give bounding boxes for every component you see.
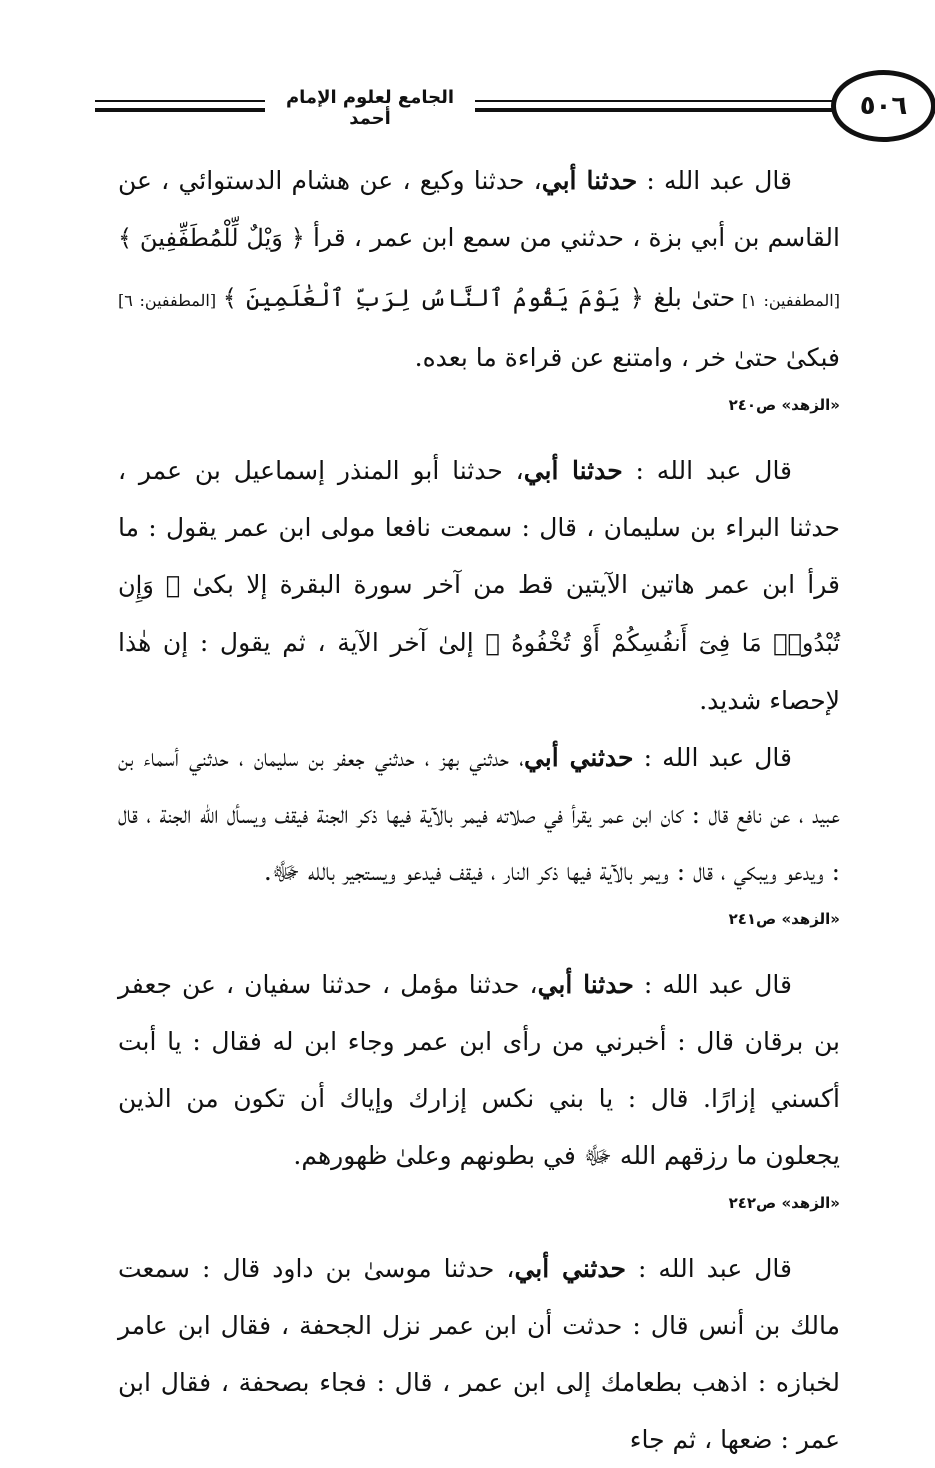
narration-intro: قال عبد الله :: [633, 743, 792, 772]
narration-text: ، حدثنا موسىٰ بن داود قال : سمعت مالك بن أنس قال : حدثت أن ابن عمر نزل الجحفة ، فقال ابن عامر لخبازه : اذهب بطعامك إلى ابن عمر ، قال : فجاء بصحفة ، فقال ابن عمر : ضعها ، ثم جاء: [118, 1254, 840, 1454]
source-citation: «الزهد» ص٢٤٠: [728, 396, 840, 414]
surah-reference: [المطففين: ١]: [735, 291, 840, 310]
narration-intro: قال عبد الله :: [637, 166, 792, 195]
page-body: [118, 152, 840, 1468]
narrator-bold: حدثنا أبي: [523, 456, 623, 485]
source-citation: «الزهد» ص٢٤٢: [728, 1194, 840, 1212]
narrator-bold: حدثنا أبي: [537, 970, 634, 999]
surah-reference: [المطففين: ٦]: [118, 291, 223, 310]
narrator-bold: حدثنا أبي: [541, 166, 638, 195]
paragraph-3: [118, 729, 840, 900]
narration-intro: قال عبد الله :: [625, 1254, 792, 1283]
narration-text: ، حدثنا أبو المنذر إسماعيل بن عمر ، حدثنا البراء بن سليمان ، قال : سمعت نافعا مولى ابن عمر يقول : ما قرأ ابن عمر هاتين الآيتين قط من آخر سورة البقرة إلا بكىٰ: [118, 456, 840, 599]
narrator-bold: حدثني أبي: [523, 743, 634, 772]
paragraph-5: [118, 1240, 840, 1468]
quran-quote: ﴿ وَيْلٌ لِّلْمُطَفِّفِينَ ﴾: [118, 224, 305, 252]
narration-intro: قال عبد الله :: [622, 456, 793, 485]
narration-text: فبكىٰ حتىٰ خر ، وامتنع عن قراءة ما بعده.: [414, 343, 840, 372]
narration-intro: قال عبد الله :: [633, 970, 792, 999]
narration-text: ، حدثني بهز ، حدثني جعفر بن سليمان ، حدثني أسماء بن عبيد ، عن نافع قال : كان ابن عمر يقرأ في صلاته فيمر بالآية فيها ذكر الجنة فيقف ويسأل الله الجنة ، قال : ويدعو ويبكي ، قال : ويمر بالآية فيها ذكر النار ، فيقف فيدعو ويستجير بالله ﷻ.: [118, 743, 840, 886]
page-number-badge: [831, 70, 935, 142]
paragraph-1: [118, 152, 840, 386]
page-number: ٥٠٦: [859, 91, 908, 121]
narration-text: ، حدثنا وكيع ، عن هشام الدستوائي ، عن القاسم بن أبي بزة ، حدثني من سمع ابن عمر ، قرأ: [118, 166, 840, 252]
page-header: [95, 62, 908, 142]
quran-quote: ﴿ يَوْمَ يَقُومُ ٱلنَّاسُ لِرَبِّ ٱلْعَٰلَمِينَ ﴾: [222, 284, 644, 312]
source-citation: «الزهد» ص٢٤١: [728, 910, 840, 928]
narration-text: ، حدثنا مؤمل ، حدثنا سفيان ، عن جعفر بن برقان قال : أخبرني من رأى ابن عمر وجاء ابن له فقال : يا أبت أكسني إزارًا. قال : يا بني نكس إزارك وإياك أن تكون من الذين يجعلون ما رزقهم الله ﷻ في بطونهم وعلىٰ ظهورهم.: [118, 970, 840, 1170]
running-title: الجامع لعلوم الإمام أحمد: [265, 87, 475, 129]
quran-quote: ﴿ وَإِن تُبْدُوا۟ مَا فِىٓ أَنفُسِكُمْ أَوْ تُخْفُوهُ ﴾: [118, 571, 840, 657]
narrator-bold: حدثني أبي: [514, 1254, 626, 1283]
paragraph-4: [118, 956, 840, 1184]
narration-text: حتىٰ بلغ: [643, 283, 736, 312]
narration-text: إلىٰ آخر الآية ، ثم يقول : إن هٰذا لإحصاء شديد.: [118, 628, 840, 715]
paragraph-2: [118, 442, 840, 729]
